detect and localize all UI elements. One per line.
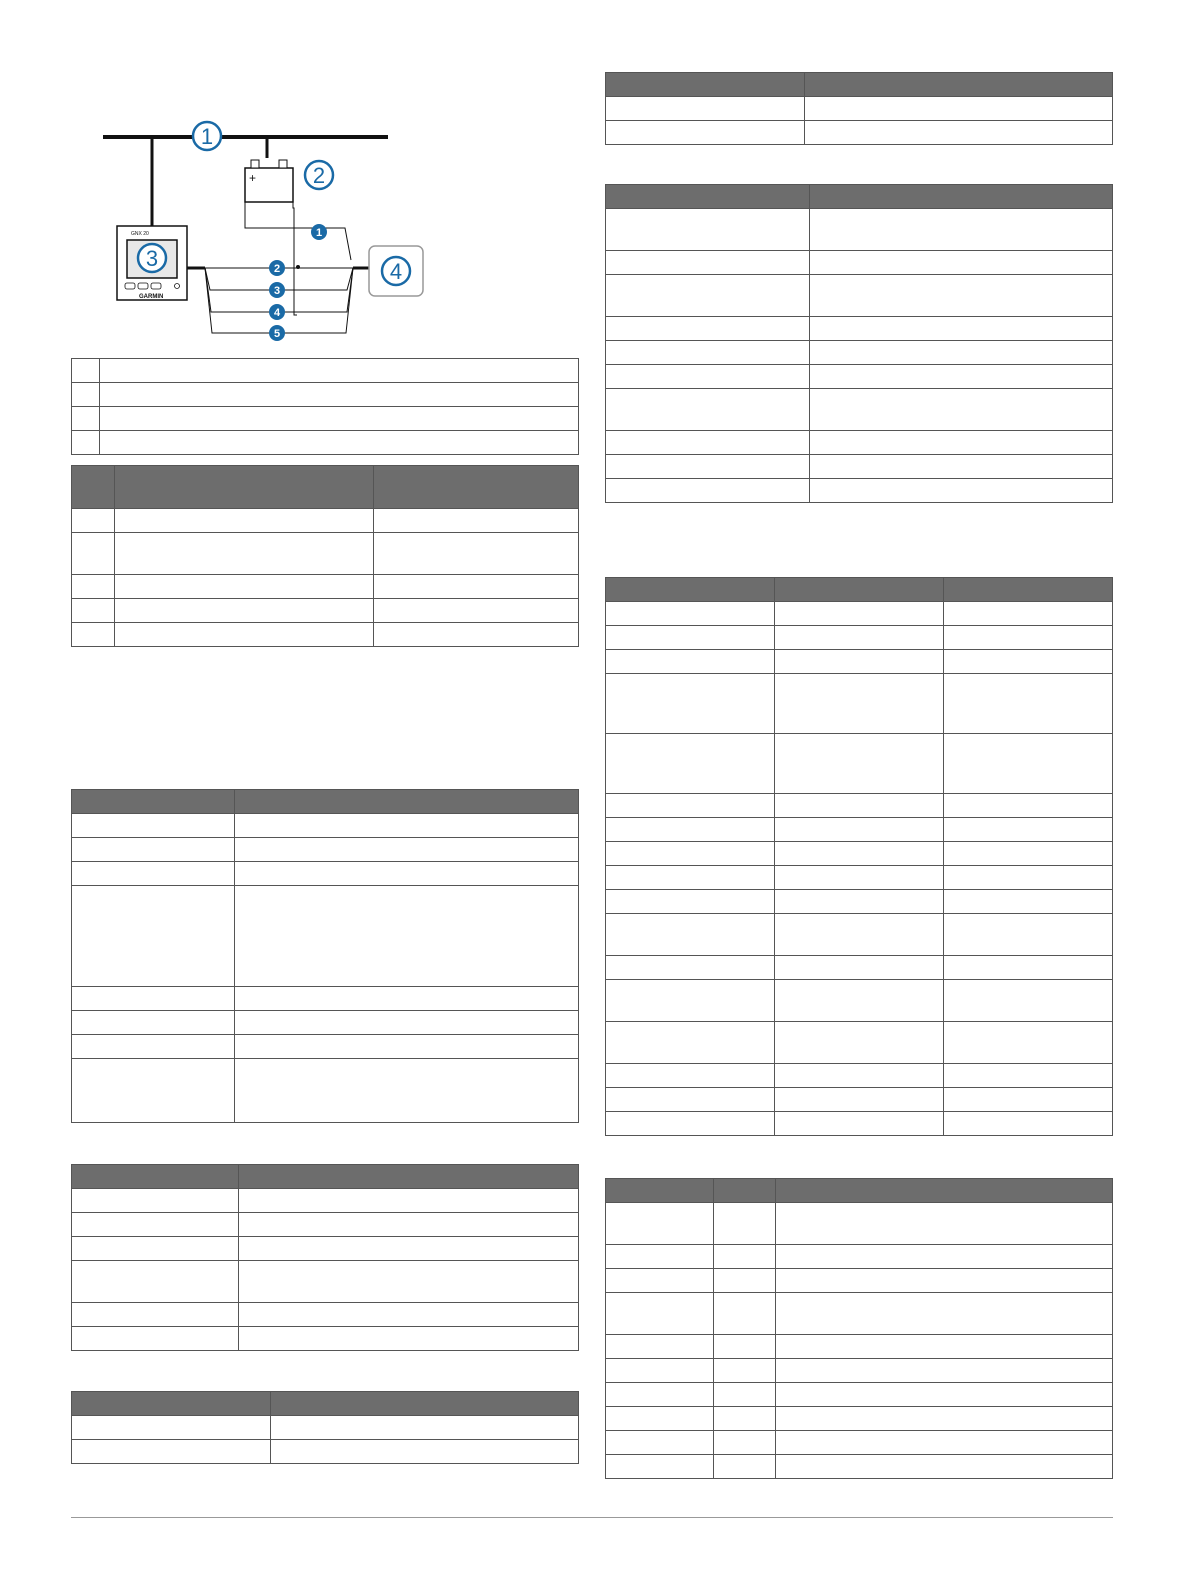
table-row — [606, 1088, 1113, 1112]
battery-icon — [245, 160, 293, 202]
table-row — [606, 389, 1113, 431]
wire-table — [71, 465, 579, 647]
table-row — [72, 1303, 579, 1327]
table-row — [606, 794, 1113, 818]
table-header — [606, 578, 1113, 602]
display-brand-label: GARMIN — [139, 294, 164, 300]
table-row — [72, 862, 579, 886]
wire-callout-1 — [311, 224, 327, 240]
table-row — [606, 1455, 1113, 1479]
nmea-2000-info-table — [605, 72, 1113, 145]
table-row — [606, 1269, 1113, 1293]
table-row — [606, 1407, 1113, 1431]
svg-text:4: 4 — [389, 259, 403, 284]
table-row — [606, 1293, 1113, 1335]
table-row — [606, 1064, 1113, 1088]
table-row — [72, 575, 579, 599]
nmea-sentence-table — [605, 184, 1113, 503]
callout-2 — [305, 161, 333, 189]
table-row — [606, 734, 1113, 794]
table-row — [72, 1327, 579, 1351]
footer-divider — [71, 1517, 1113, 1518]
battery-plus-label: + — [249, 171, 257, 185]
table-row — [606, 275, 1113, 317]
table-row — [72, 1261, 579, 1303]
table-row — [606, 890, 1113, 914]
table-row — [72, 383, 579, 407]
table-row — [72, 1440, 579, 1464]
svg-text:1: 1 — [200, 124, 214, 149]
table-row — [72, 1011, 579, 1035]
table-row — [606, 650, 1113, 674]
table-row — [606, 1335, 1113, 1359]
table-row — [72, 1059, 579, 1123]
table-row — [606, 1383, 1113, 1407]
specifications-table — [71, 789, 579, 1123]
table-row — [606, 1359, 1113, 1383]
table-row — [606, 479, 1113, 503]
table-header — [606, 73, 1113, 97]
table-row — [72, 1237, 579, 1261]
table-row — [606, 914, 1113, 956]
table-row — [72, 814, 579, 838]
table-row — [606, 365, 1113, 389]
table-row — [606, 626, 1113, 650]
table-row — [72, 623, 579, 647]
table-row — [72, 509, 579, 533]
wire-callout-2 — [269, 260, 285, 276]
table-row — [606, 251, 1113, 275]
table-row — [606, 980, 1113, 1022]
table-row — [72, 1035, 579, 1059]
table-header — [72, 466, 579, 509]
svg-text:3: 3 — [273, 285, 281, 297]
wire-callout-5 — [269, 325, 285, 341]
table-row — [72, 886, 579, 987]
table-row — [72, 1189, 579, 1213]
wiring-diagram — [95, 110, 455, 350]
svg-text:1: 1 — [315, 227, 323, 239]
table-header — [606, 1179, 1113, 1203]
table-row — [606, 455, 1113, 479]
svg-text:3: 3 — [145, 246, 159, 271]
table-header — [72, 790, 579, 814]
table-row — [606, 121, 1113, 145]
table-row — [606, 341, 1113, 365]
table-row — [606, 431, 1113, 455]
svg-text:4: 4 — [273, 307, 281, 319]
table-row — [72, 431, 579, 455]
callout-3 — [138, 244, 166, 272]
table-row — [606, 956, 1113, 980]
table-header — [72, 1392, 579, 1416]
table-row — [72, 407, 579, 431]
table-row — [72, 533, 579, 575]
data-type-table — [605, 1178, 1113, 1479]
table-header — [72, 1165, 579, 1189]
table-row — [606, 1022, 1113, 1064]
table-row — [606, 1245, 1113, 1269]
table-row — [72, 359, 579, 383]
table-row — [606, 317, 1113, 341]
display-model-label: GNX 20 — [131, 231, 149, 237]
svg-text:5: 5 — [273, 328, 281, 340]
callout-legend-table — [71, 358, 579, 455]
table-header — [606, 185, 1113, 209]
table-row — [606, 866, 1113, 890]
table-row — [606, 97, 1113, 121]
table-row — [606, 209, 1113, 251]
table-row — [72, 838, 579, 862]
table-row — [72, 1416, 579, 1440]
svg-text:2: 2 — [273, 263, 281, 275]
table-row — [606, 842, 1113, 866]
compliance-table — [71, 1391, 579, 1464]
callout-4 — [382, 257, 410, 285]
table-row — [606, 602, 1113, 626]
wire-callout-3 — [269, 282, 285, 298]
table-row — [606, 1203, 1113, 1245]
pgn-table — [605, 577, 1113, 1136]
sensor-specifications-table — [71, 1164, 579, 1351]
wire-callout-4 — [269, 304, 285, 320]
table-row — [606, 1112, 1113, 1136]
table-row — [606, 674, 1113, 734]
table-row — [606, 1431, 1113, 1455]
table-row — [72, 987, 579, 1011]
table-row — [606, 818, 1113, 842]
table-row — [72, 1213, 579, 1237]
table-row — [72, 599, 579, 623]
callout-1 — [193, 122, 221, 150]
svg-text:2: 2 — [312, 163, 326, 188]
